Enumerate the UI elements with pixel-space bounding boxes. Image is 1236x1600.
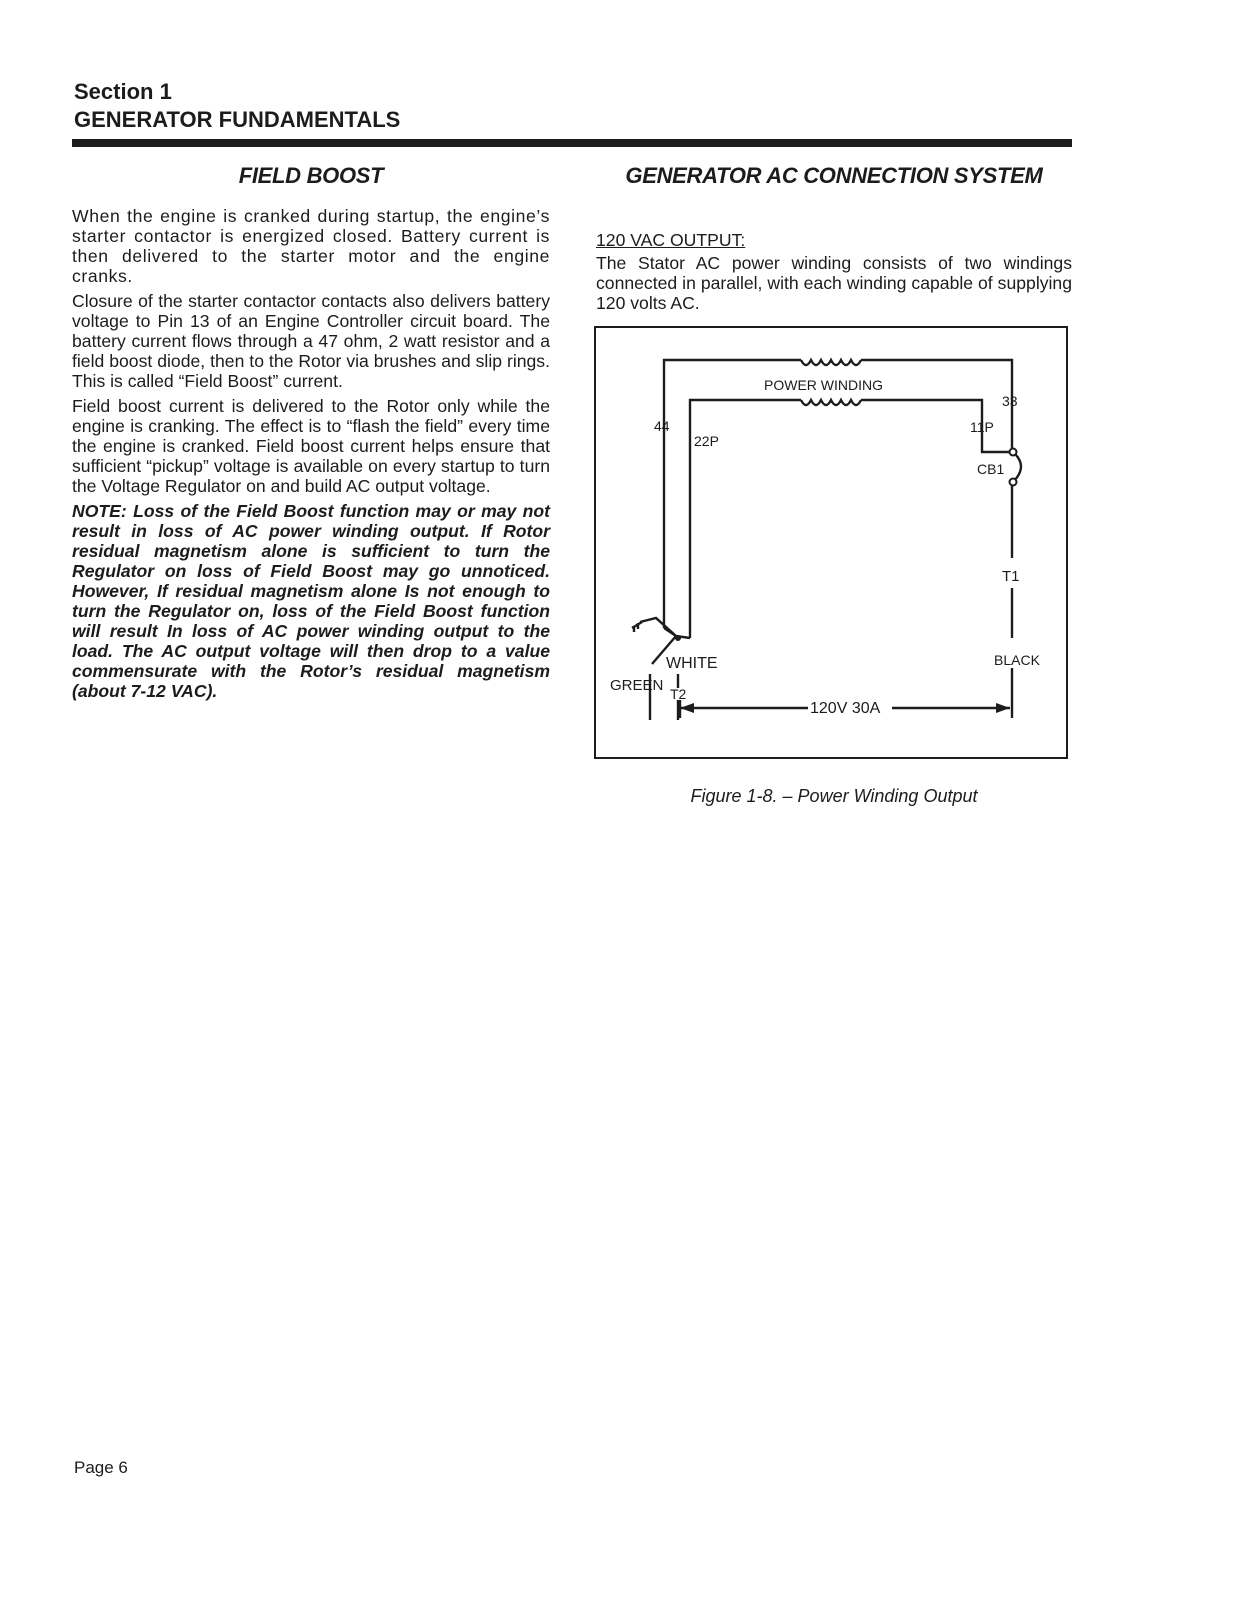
label-33: 33 xyxy=(1002,393,1018,409)
ac-connection-heading: GENERATOR AC CONNECTION SYSTEM xyxy=(625,163,1043,188)
right-column xyxy=(596,162,1072,318)
junction-node xyxy=(675,635,681,641)
winding-coil-lower xyxy=(801,400,861,405)
paragraph: The Stator AC power winding consists of two windings connected in parallel, with each winding capable of supplying 120 volts AC. xyxy=(596,253,1072,313)
note-paragraph: NOTE: Loss of the Field Boost function may or may not result in loss of AC power winding output. If Rotor residual magnetism alone is sufficient to turn the Regulator on loss of Field Boost may go unnoticed. However, If residual magnetism alone Is not enough to turn the Regulator on, loss of the Field Boost function will result In loss of AC power winding output to the load. The AC output voltage will then drop to a value commensurate with the Rotor’s residual magnetism (about 7-12 VAC). xyxy=(72,501,550,701)
label-power-winding: POWER WINDING xyxy=(764,377,883,393)
section-title: GENERATOR FUNDAMENTALS xyxy=(74,107,401,132)
subheading-120vac: 120 VAC OUTPUT: xyxy=(596,230,746,250)
section-number: Section 1 xyxy=(74,79,172,104)
label-white: WHITE xyxy=(666,655,718,672)
arrow-left xyxy=(680,703,694,713)
label-t2: T2 xyxy=(670,686,687,702)
page-header xyxy=(74,78,400,134)
wire-33 xyxy=(861,360,1012,402)
paragraph: Closure of the starter contactor contacts also delivers battery voltage to Pin 13 of an Engine Controller circuit board. The battery current flows through a 47 ohm, 2 watt resistor and a field boost diode, then to the Rotor via brushes and slip rings. This is called “Field Boost” current. xyxy=(72,291,550,391)
figure-caption: Figure 1-8. – Power Winding Output xyxy=(690,786,978,806)
cb1-contact-arc xyxy=(1013,452,1021,482)
ground-symbol xyxy=(632,622,642,632)
label-44: 44 xyxy=(654,418,670,434)
arrow-right xyxy=(996,703,1010,713)
cb1-terminal-top xyxy=(1010,449,1017,456)
label-black: BLACK xyxy=(994,652,1040,668)
cb1-terminal-bottom xyxy=(1010,479,1017,486)
label-rating: 120V 30A xyxy=(810,700,881,717)
paragraph: When the engine is cranked during startup, the engine’s starter contactor is energized closed. Battery current is then delivered to the starter motor and the engine cranks. xyxy=(72,206,550,286)
field-boost-heading: FIELD BOOST xyxy=(238,163,384,188)
label-green: GREEN xyxy=(610,677,664,694)
left-column xyxy=(72,162,550,706)
header-rule xyxy=(72,139,1072,147)
power-winding-diagram xyxy=(594,326,1068,759)
label-t1: T1 xyxy=(1002,568,1020,585)
winding-coil-upper xyxy=(801,360,861,365)
label-cb1: CB1 xyxy=(977,461,1005,477)
page-number: Page 6 xyxy=(74,1458,128,1477)
paragraph: Field boost current is delivered to the Rotor only while the engine is cranking. The effect is to “flash the field” every time the engine is cranked. Field boost current helps ensure that sufficient “pickup” voltage is available on every startup to turn the Voltage Regulator on and build AC output voltage. xyxy=(72,396,550,496)
wiring-schematic xyxy=(596,328,1070,761)
label-11p: 11P xyxy=(970,419,994,435)
label-22p: 22P xyxy=(694,433,719,449)
